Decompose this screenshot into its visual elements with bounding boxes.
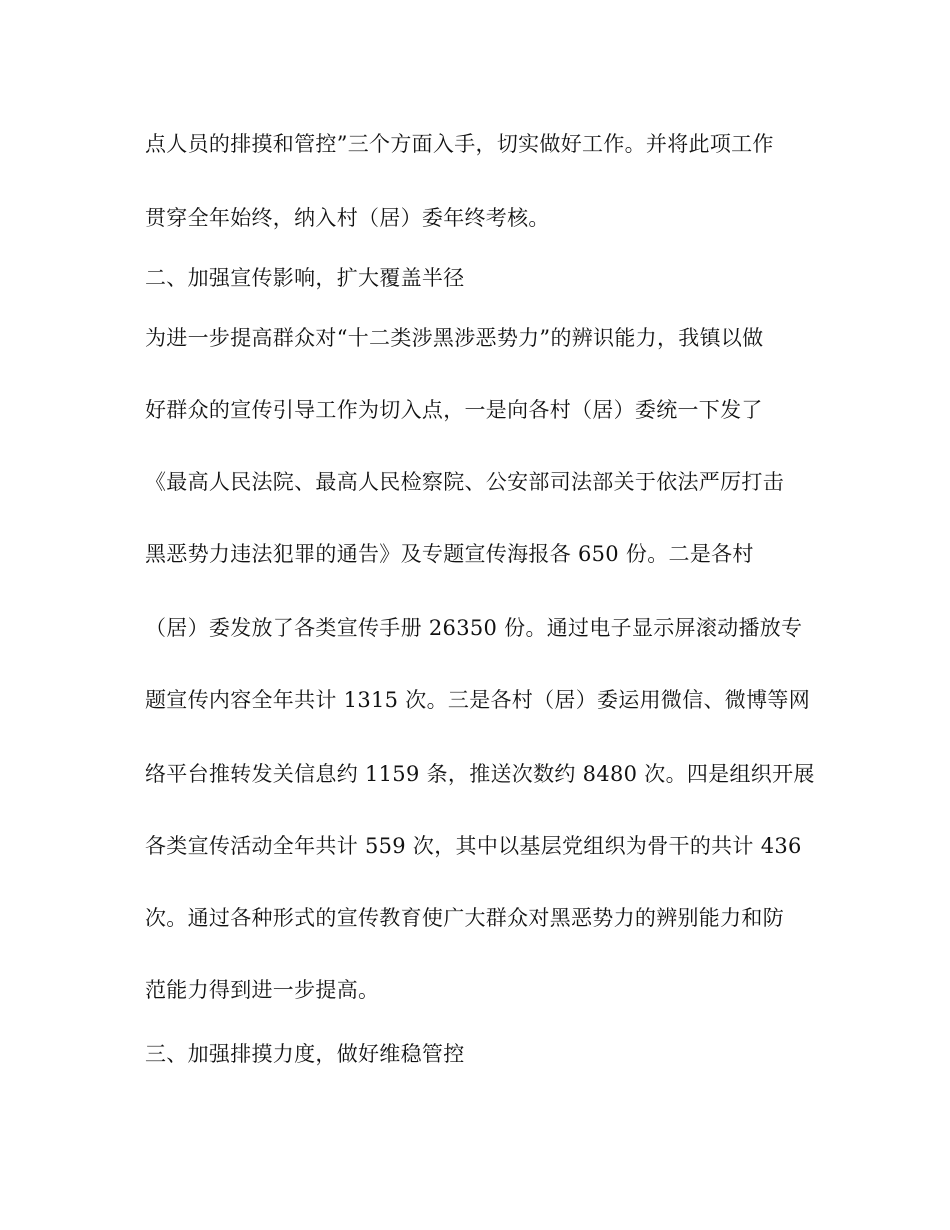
- section-heading: 三、加强排摸力度，做好维稳管控: [145, 1042, 465, 1066]
- body-text-line: 点人员的排摸和管控”三个方面入手，切实做好工作。并将此项工作: [145, 132, 774, 156]
- body-text-line: 黑恶势力违法犯罪的通告》及专题宣传海报各 650 份。二是各村: [145, 542, 754, 566]
- body-text-line: 《最高人民法院、最高人民检察院、公安部司法部关于依法严厉打击: [145, 470, 784, 494]
- body-text-line: 为进一步提高群众对“十二类涉黑涉恶势力”的辨识能力，我镇以做: [145, 326, 764, 350]
- section-heading: 二、加强宣传影响，扩大覆盖半径: [145, 266, 465, 290]
- body-text-line: 络平台推转发关信息约 1159 条，推送次数约 8480 次。四是组织开展: [145, 762, 815, 786]
- body-text-line: 次。通过各种形式的宣传教育使广大群众对黑恶势力的辨别能力和防: [145, 906, 784, 930]
- body-text-line: 各类宣传活动全年共计 559 次，其中以基层党组织为骨干的共计 436: [145, 834, 802, 858]
- body-text-line: 范能力得到进一步提高。: [145, 978, 380, 1002]
- body-text-line: 贯穿全年始终，纳入村（居）委年终考核。: [145, 206, 550, 230]
- body-text-line: 好群众的宣传引导工作为切入点，一是向各村（居）委统一下发了: [145, 398, 763, 422]
- body-text-line: （居）委发放了各类宣传手册 26350 份。通过电子显示屏滚动播放专: [145, 616, 803, 640]
- body-text-line: 题宣传内容全年共计 1315 次。三是各村（居）委运用微信、微博等网: [145, 688, 810, 712]
